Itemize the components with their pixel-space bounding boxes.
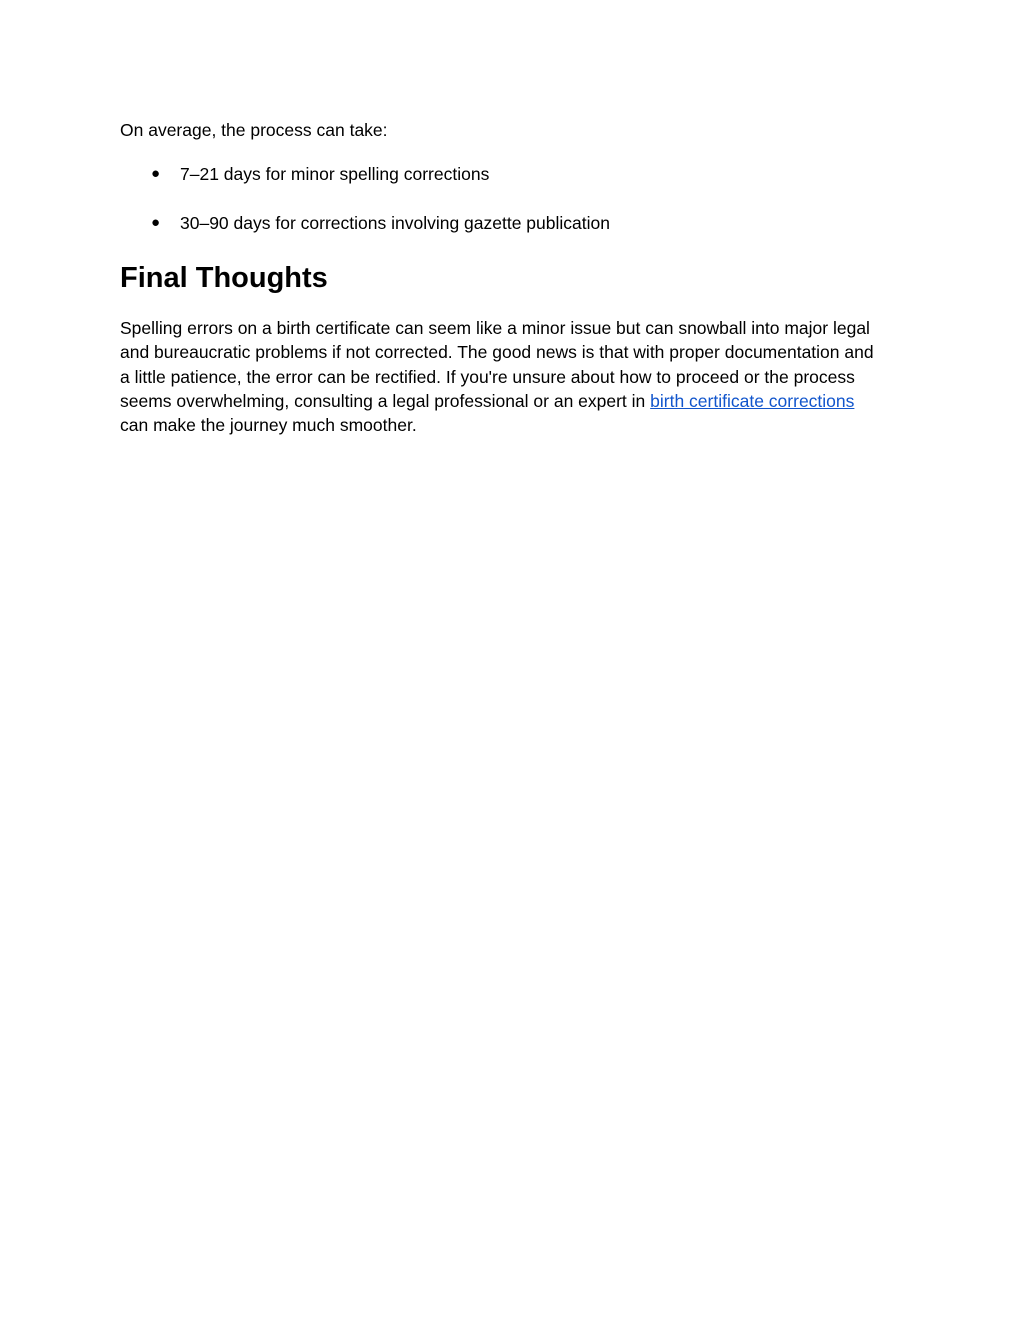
section-heading: Final Thoughts	[120, 262, 328, 294]
final-thoughts-paragraph	[120, 316, 880, 437]
duration-list	[120, 162, 880, 235]
paragraph-text-end: can make the journey much smoother.	[120, 415, 417, 436]
list-item-text: 7–21 days for minor spelling corrections	[180, 164, 490, 184]
list-item	[120, 211, 880, 235]
list-item-text: 30–90 days for corrections involving gazette publication	[180, 213, 610, 233]
document-page	[120, 118, 880, 437]
bullet-icon: ●	[151, 214, 161, 231]
list-item	[120, 162, 880, 186]
birth-certificate-corrections-link[interactable]: birth certificate corrections	[650, 390, 855, 411]
intro-text: On average, the process can take:	[120, 120, 388, 140]
bullet-icon: ●	[151, 165, 161, 182]
paragraph-text: Spelling errors on a birth certificate can seem like a minor issue but can snowball into major legal and bureaucratic problems if not corrected. The good news is that with proper documentation and a little patience, the error can be rectified. If you're unsure about how to proceed or the process seems overwhelming, consulting a legal professional or an expert in	[120, 318, 874, 411]
